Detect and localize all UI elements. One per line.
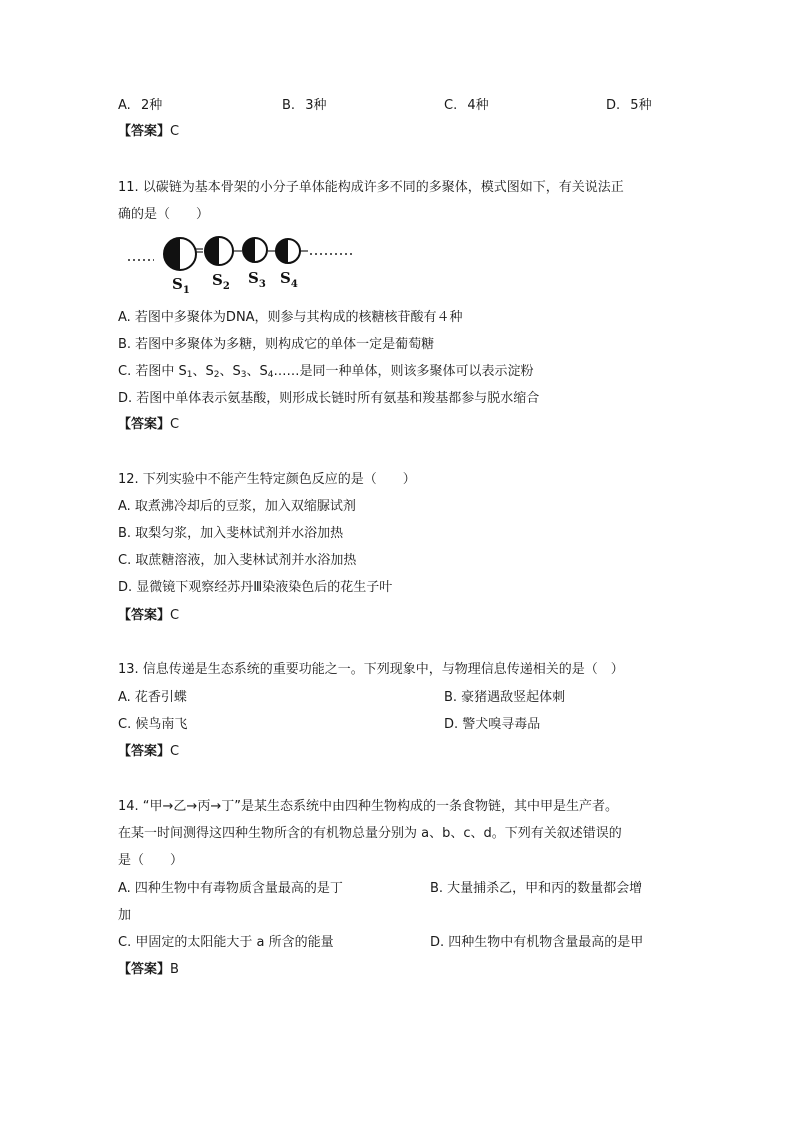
q11-option-c: C. 若图中 $S_1$、$S_2$、$S_3$、$S_4\dots\dots$是同一种单体，则该多聚体可以表示淀粉: [118, 364, 534, 380]
label-s2: $S_2$: [212, 271, 230, 292]
q10-option-c: [444, 96, 489, 116]
q14-stem-line2: 在某一时间测得这四种生物所含的有机物总量分别为 a、b、c、d。下列有关叙述错误的: [118, 826, 622, 841]
q11-option-d: D. 若图中单体表示氨基酸，则形成长链时所有氨基和羧基都参与脱水缩合: [118, 391, 540, 406]
monomer-s4: [276, 239, 300, 263]
answer-value: C: [170, 608, 180, 623]
q14-answer: [118, 960, 179, 980]
q14-option-b-wrap: 加: [118, 908, 132, 923]
q13-option-d: D. 警犬嗅寻毒品: [444, 717, 541, 732]
answer-value: C: [170, 124, 180, 139]
q12-option-b: B. 取梨匀浆，加入斐林试剂并水浴加热: [118, 526, 344, 541]
label-s1: $S_1$: [172, 275, 190, 296]
q10-option-d: [606, 96, 652, 116]
monomer-chain-figure: [120, 232, 360, 296]
sub-2: 2: [213, 370, 220, 380]
option-text: 3种: [305, 98, 327, 113]
answer-value: B: [170, 962, 179, 977]
answer-label: 【答案】: [118, 124, 171, 139]
q11-stem-line2: 确的是（ ）: [118, 207, 210, 222]
q10-option-b: [282, 96, 326, 116]
q11-stem-line1: 11. 以碳链为基本骨架的小分子单体能构成许多不同的多聚体，模式图如下，有关说法正: [118, 180, 624, 195]
option-text: 5种: [630, 98, 652, 113]
option-text: 4种: [467, 98, 489, 113]
option-c-suffix: ……是同一种单体，则该多聚体可以表示淀粉: [273, 364, 534, 379]
q11-option-b: B. 若图中多聚体为多糖，则构成它的单体一定是葡萄糖: [118, 337, 435, 352]
monomer-s1: [164, 238, 196, 270]
q11-answer: [118, 415, 179, 435]
option-text: 2种: [140, 98, 163, 113]
q14-stem-line3: 是（ ）: [118, 853, 184, 868]
q12-stem: 12. 下列实验中不能产生特定颜色反应的是（ ）: [118, 472, 416, 487]
q14-option-b: B. 大量捕杀乙，甲和丙的数量都会增: [430, 881, 643, 896]
q13-option-a: A. 花香引蝶: [118, 690, 187, 705]
q14-option-a: A. 四种生物中有毒物质含量最高的是丁: [118, 881, 343, 896]
q13-option-b: B. 豪猪遇敌竖起体刺: [444, 690, 566, 705]
label-s3: $S_3$: [248, 269, 266, 290]
sub-1: 1: [186, 370, 193, 380]
monomer-s3: [243, 238, 267, 262]
q10-answer: [118, 122, 179, 142]
sep: 、: [219, 364, 233, 379]
option-c-prefix: C. 若图中 S: [118, 364, 187, 379]
answer-label: 【答案】: [118, 608, 171, 623]
q10-option-a: [118, 96, 162, 116]
label-s4: $S_4$: [280, 269, 298, 290]
monomer-s2: [205, 237, 233, 265]
sep: 、: [192, 364, 206, 379]
q12-option-a: A. 取煮沸冷却后的豆浆，加入双缩脲试剂: [118, 499, 356, 514]
sub-3: 3: [240, 370, 247, 380]
answer-label: 【答案】: [118, 744, 171, 759]
q14-option-c: C. 甲固定的太阳能大于 a 所含的能量: [118, 935, 334, 950]
q13-answer: [118, 742, 179, 762]
q13-stem: 13. 信息传递是生态系统的重要功能之一。下列现象中，与物理信息传递相关的是（ ）: [118, 662, 624, 677]
sep: 、: [246, 364, 260, 379]
q12-option-c: C. 取蔗糖溶液，加入斐林试剂并水浴加热: [118, 553, 357, 568]
q11-option-a: A. 若图中多聚体为DNA，则参与其构成的核糖核苷酸有４种: [118, 310, 463, 325]
option-letter: C.: [444, 98, 458, 113]
sub-4: 4: [267, 370, 274, 380]
option-letter: B.: [282, 98, 296, 113]
answer-label: 【答案】: [118, 417, 171, 432]
q12-option-d: D. 显微镜下观察经苏丹Ⅲ染液染色后的花生子叶: [118, 580, 393, 595]
option-letter: A.: [118, 98, 131, 113]
answer-value: C: [170, 744, 180, 759]
q13-option-c: C. 候鸟南飞: [118, 717, 188, 732]
q14-stem-line1: 14. “甲→乙→丙→丁”是某生态系统中由四种生物构成的一条食物链，其中甲是生产者。: [118, 799, 618, 814]
option-letter: D.: [606, 98, 621, 113]
answer-label: 【答案】: [118, 962, 171, 977]
q14-option-d: D. 四种生物中有机物含量最高的是甲: [430, 935, 644, 950]
q12-answer: [118, 606, 179, 626]
answer-value: C: [170, 417, 180, 432]
